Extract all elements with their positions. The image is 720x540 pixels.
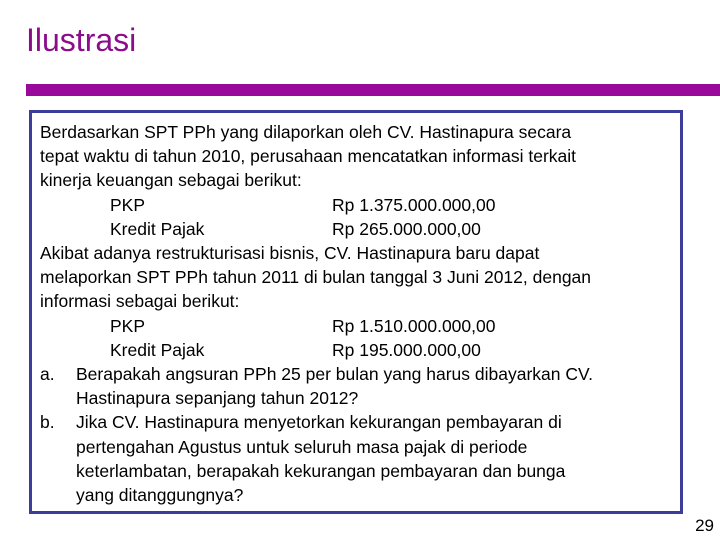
table1-value: Rp 265.000.000,00 <box>332 218 481 239</box>
question-line: Jika CV. Hastinapura menyetorkan kekurangan pembayaran di <box>76 412 562 433</box>
table1-value: Rp 1.375.000.000,00 <box>332 194 496 215</box>
question-line: Berapakah angsuran PPh 25 per bulan yang harus dibayarkan CV. <box>76 364 593 385</box>
question-line: yang ditanggungnya? <box>76 485 244 506</box>
question-a <box>40 362 680 410</box>
question-line: keterlambatan, berapakah kekurangan pembayaran dan bunga <box>76 460 566 481</box>
table1-label: PKP <box>110 194 146 215</box>
slide-title: Ilustrasi <box>26 22 137 58</box>
middle-line: informasi sebagai berikut: <box>40 291 240 312</box>
table2-value: Rp 195.000.000,00 <box>332 339 481 360</box>
table1-row-pkp <box>40 193 680 217</box>
intro-line: tepat waktu di tahun 2010, perusahaan mencatatkan informasi terkait <box>40 146 577 167</box>
table1-row-kredit-pajak <box>40 217 680 241</box>
table2-row-kredit-pajak <box>40 338 680 362</box>
table2-value: Rp 1.510.000.000,00 <box>332 315 496 336</box>
intro-line: Berdasarkan SPT PPh yang dilaporkan oleh CV. Hastinapura secara <box>40 122 572 142</box>
intro-line: kinerja keuangan sebagai berikut: <box>40 170 302 191</box>
middle-line: Akibat adanya restrukturisasi bisnis, CV. Hastinapura baru dapat <box>40 243 540 264</box>
page-number: 29 <box>695 516 714 535</box>
title-divider <box>26 84 720 96</box>
table2-label: Kredit Pajak <box>110 339 205 360</box>
question-marker: a. <box>40 364 55 385</box>
question-b <box>40 410 680 507</box>
illustration-box <box>29 110 683 514</box>
middle-line: melaporkan SPT PPh tahun 2011 di bulan tanggal 3 Juni 2012, dengan <box>40 267 592 288</box>
question-marker: b. <box>40 412 55 433</box>
question-line: pertengahan Agustus untuk seluruh masa pajak di periode <box>76 436 528 457</box>
table1-label: Kredit Pajak <box>110 218 205 239</box>
question-line: Hastinapura sepanjang tahun 2012? <box>76 388 359 409</box>
table2-row-pkp <box>40 314 680 338</box>
table2-label: PKP <box>110 315 146 336</box>
